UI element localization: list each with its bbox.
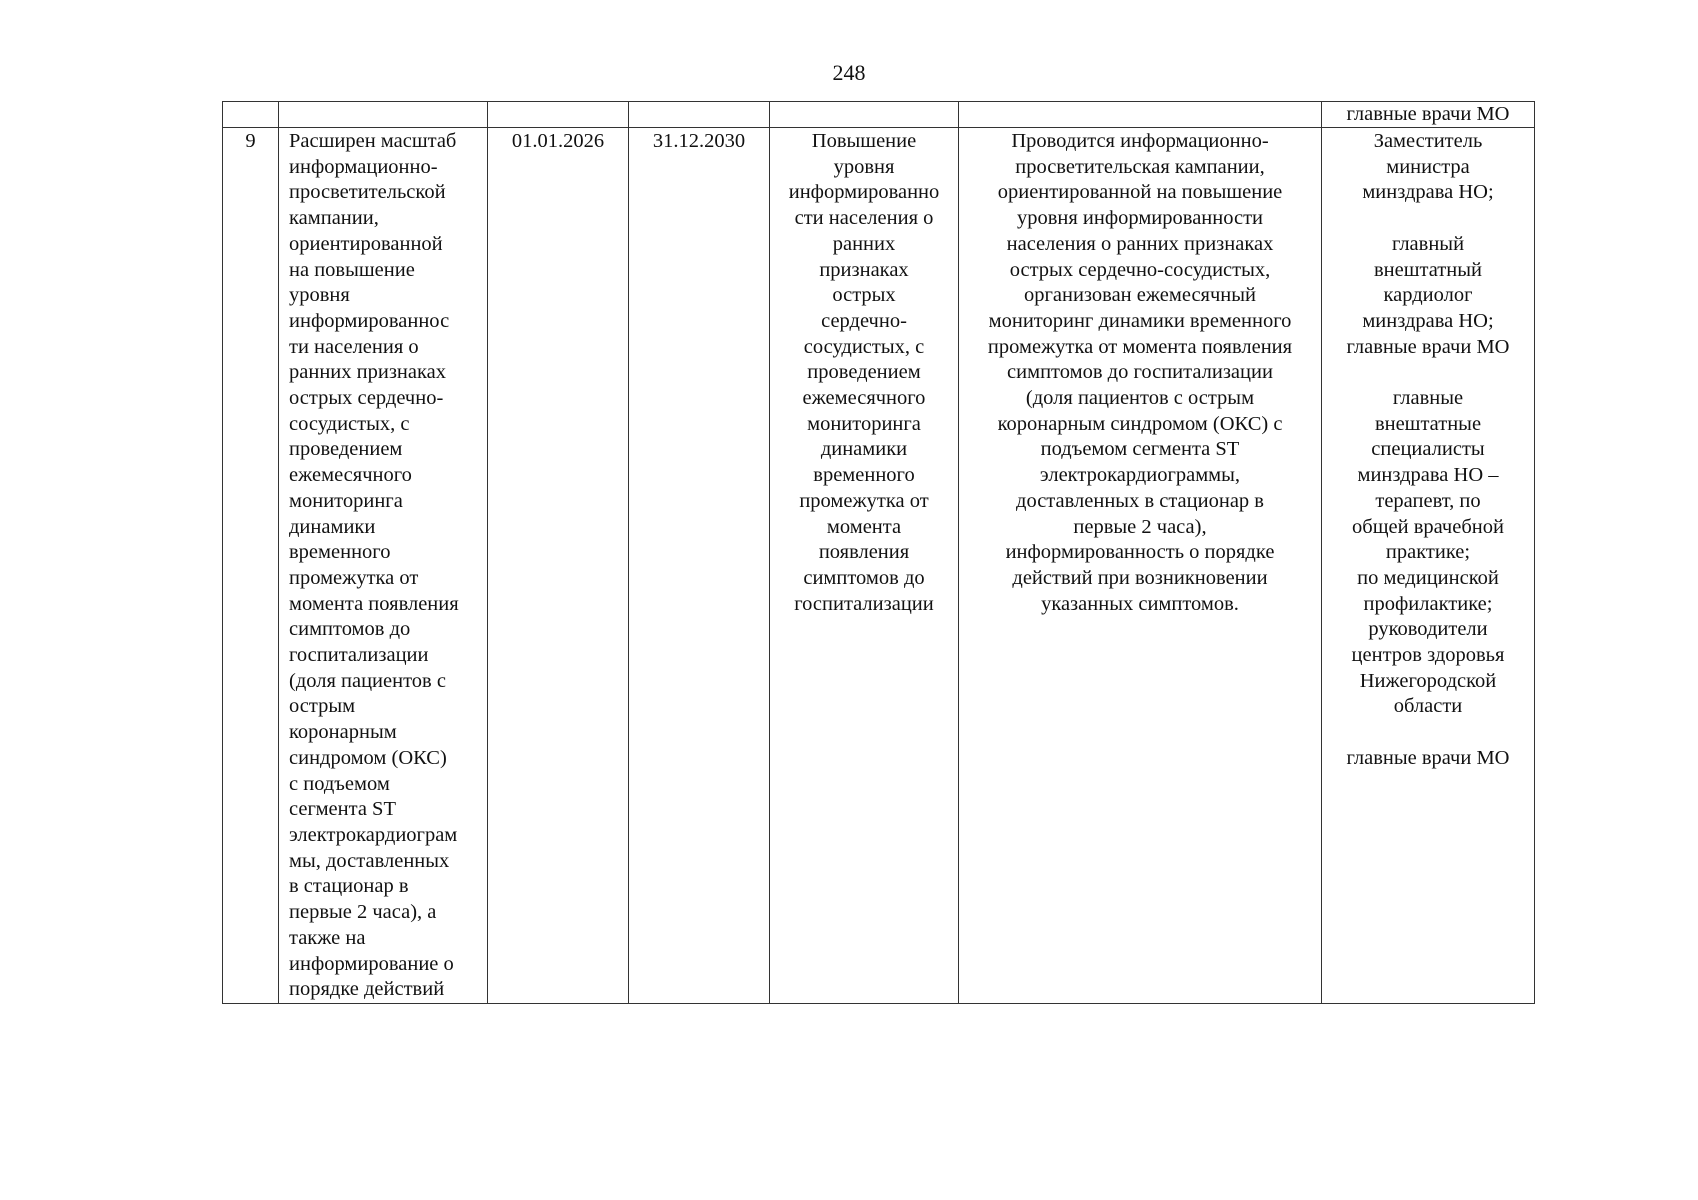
row-expected-result: Повышение уровня информированно сти населения о ранних признаках острых сердечно- сосудистых, с проведением ежемесячного мониторинга динамики временного промежутка от момента появления симптомов до госпитализации	[770, 128, 959, 1004]
cont-cell-start-date	[488, 102, 629, 128]
cont-cell-number	[223, 102, 279, 128]
row-description: Проводится информационно- просветительская кампании, ориентированной на повышение уровня информированности населения о ранних признаках острых сердечно-сосудистых, организован ежемесячный мониторинг динамики временного промежутка от момента появления симптомов до госпитализации (доля пациентов с острым коронарным синдромом (ОКС) с подъемом сегмента ST электрокардиограммы, доставленных в стационар в первые 2 часа), информированность о порядке действий при возникновении указанных симптомов.	[959, 128, 1322, 1004]
continuation-row	[223, 102, 1535, 128]
cont-cell-event	[279, 102, 488, 128]
table-row	[223, 128, 1535, 1004]
page-number: 248	[832, 60, 866, 85]
row-number: 9	[223, 128, 279, 1004]
cont-cell-result	[770, 102, 959, 128]
row-responsible: Заместитель министра минздрава НО; главный внештатный кардиолог минздрава НО; главные врачи МО главные внештатные специалисты минздрава НО – терапевт, по общей врачебной практике; по медицинской профилактике; руководители центров здоровья Нижегородской области главные врачи МО	[1322, 128, 1535, 1004]
row-start-date: 01.01.2026	[488, 128, 629, 1004]
cont-cell-description	[959, 102, 1322, 128]
row-event: Расширен масштаб информационно- просветительской кампании, ориентированной на повышение уровня информированнос ти населения о ранних признаках острых сердечно- сосудистых, с проведением ежемесячного мониторинга динамики временного промежутка от момента появления симптомов до госпитализации (доля пациентов с острым коронарным синдромом (ОКС) с подъемом сегмента ST электрокардиограм мы, доставленных в стационар в первые 2 часа), а также на информирование о порядке действий	[279, 128, 488, 1004]
row-end-date: 31.12.2030	[629, 128, 770, 1004]
cont-cell-responsible: главные врачи МО	[1322, 102, 1535, 128]
cont-cell-end-date	[629, 102, 770, 128]
measures-table	[222, 101, 1535, 1004]
